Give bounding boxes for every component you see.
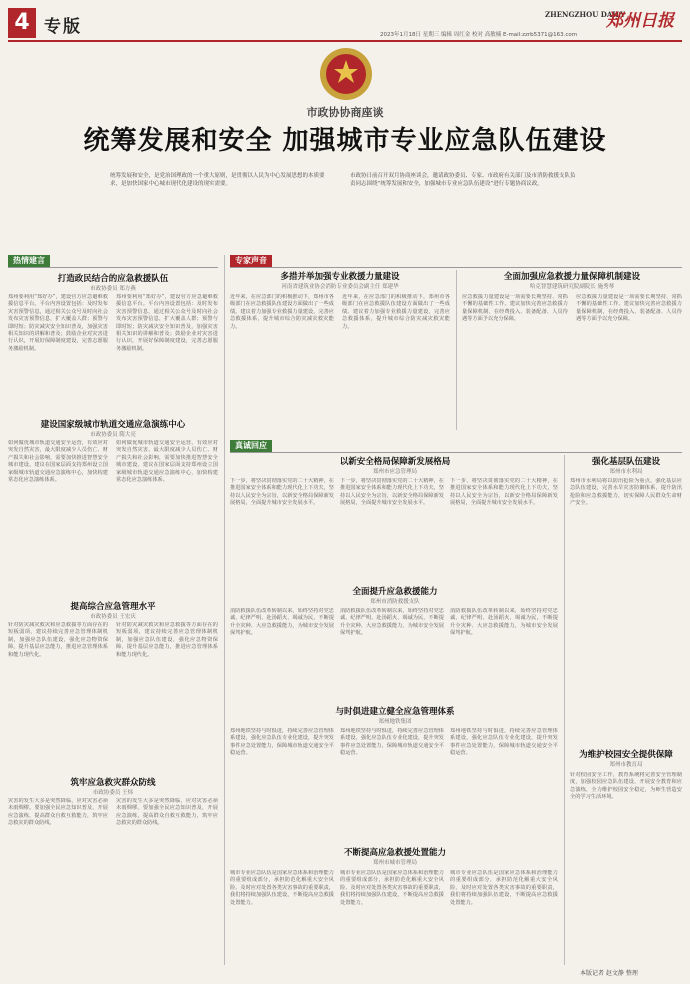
article-author: 郑州市水利局 (609, 469, 643, 475)
column-divider (456, 270, 457, 430)
article-title: 以新安全格局保障新发展格局 (339, 457, 451, 467)
article-body-cont: 下一步，将坚决贯彻落实党的二十大精神，在推进国家安全体系和能力现代化上下功夫，坚持以人民安全为宗旨，以新安全格局保障新发展格局，全面提升城市安全发展水平。 (340, 478, 444, 507)
section-label: 专版 (44, 17, 82, 37)
article-title: 打造政民结合的应急救援队伍 (57, 274, 169, 284)
page-number: 4 (8, 8, 36, 38)
article-body-cont: 消防救援队伍改革转制以来，始终坚持对党忠诚、纪律严明、赴汤蹈火、竭诚为民，不断提升全灾种、大应急救援能力，为城市安全发展保驾护航。 (340, 608, 444, 637)
article-body: 如何做优城市轨道交通安全运营，有效应对突发自然灾害，最大限度减少人员伤亡、财产损失和社会影响，需要加快推进智慧安全城市建设。建议在国家层面支持郑州设立国家级城市轨道交通应急演练中心，加快构建常态化应急演练体系。 (8, 440, 108, 484)
article-author: 郑州市消防救援支队 (370, 599, 420, 605)
article-author: 郑州市教育局 (609, 762, 643, 768)
article-body-cont: 郑州要利用“郑好办”，建设官方应急避难救援信息平台。平台内容设置包括：及时发布灾害预警信息，通过相关公众号及时向社会发布灾害预警信息，扩大覆盖人群；预警与即时短；防灾减灾安全知识普及，加强灾害相关知识的讲解和普及；鼓励企业对灾害进行认识，开展好保障制度建设，完善志愿服务激励机制。 (116, 294, 218, 352)
article-body: 下一步，将坚决贯彻落实党的二十大精神，在推进国家安全体系和能力现代化上下功夫，坚持以人民安全为宗旨，以新安全格局保障新发展格局，全面提升城市安全发展水平。 (230, 478, 334, 507)
article-body: 近年来，在应急部门的积极推动下，郑州市各级部门在应急救援队伍建设方面做出了一些成绩。建议着力加强专业救援力量建设，完善应急救援体系，提升城市综合防灾减灾救灾能力。 (230, 294, 334, 330)
article-author: 市政协委员 王炜 (92, 790, 134, 796)
article-body-cont: 近年来，在应急部门的积极推动下，郑州市各级部门在应急救援队伍建设方面做出了一些成绩。建议着力加强专业救援力量建设，完善应急救援体系，提升城市综合防灾减灾救灾能力。 (342, 294, 450, 330)
article-body: 郑州地铁坚持与时俱进，持续完善应急管理体系建设，强化应急队伍专业化建设，提升突发事件应急处置能力，保障城市轨道交通安全平稳运营。 (230, 728, 334, 757)
article-body-cont: 城市专业应急队伍是国家应急体系和治理能力的重要组成部分，承担防范化解重大安全风险、及时应对处置各类灾害事故的重要职责，我们将持续加强队伍建设，不断提高应急救援处置能力。 (450, 870, 558, 906)
article-author: 哈克智慧建筑研究院副院长 施秀琴 (529, 284, 615, 290)
section-tag-responses: 真诚回应 (230, 440, 272, 452)
article-title: 为维护校园安全提供保障 (579, 750, 673, 760)
article-title: 强化基层队伍建设 (591, 457, 660, 467)
article-body-cont: 下一步，将坚决贯彻落实党的二十大精神，在推进国家安全体系和能力现代化上下功夫，坚持以人民安全为宗旨，以新安全格局保障新发展格局，全面提升城市安全发展水平。 (450, 478, 558, 507)
article-body: 郑州要利用“郑好办”，建设官方应急避难救援信息平台。平台内容设置包括：及时发布灾害预警信息，通过相关公众号及时向社会发布灾害预警信息，扩大覆盖人群；预警与即时短；防灾减灾安全知识普及，加强灾害相关知识的讲解和普及；鼓励企业对灾害进行认识，开展好保障制度建设，完善志愿服务激励机制。 (8, 294, 108, 352)
masthead-rule (8, 40, 682, 42)
article-body-cont: 消防救援队伍改革转制以来，始终坚持对党忠诚、纪律严明、赴汤蹈火、竭诚为民，不断提升全灾种、大应急救援能力，为城市安全发展保驾护航。 (450, 608, 558, 637)
article-body: 针对校园安全工作，教育系统将完善安全管理制度，加强校园应急队伍建设，开展安全教育和应急演练，全力维护校园安全稳定，为师生营造安全的学习生活环境。 (570, 772, 682, 801)
article-body: 消防救援队伍改革转制以来，始终坚持对党忠诚、纪律严明、赴汤蹈火、竭诚为民，不断提升全灾种、大应急救援能力，为城市安全发展保驾护航。 (230, 608, 334, 637)
article-title: 不断提高应急救援处置能力 (343, 848, 446, 858)
footer-credit: 本版记者 赵文静 整理 (580, 970, 638, 977)
article-body-cont: 郑州地铁坚持与时俱进，持续完善应急管理体系建设，强化应急队伍专业化建设，提升突发事件应急处置能力，保障城市轨道交通安全平稳运营。 (340, 728, 444, 757)
paper-english-name: ZHENGZHOU DAILY (545, 10, 626, 19)
section-rule (230, 267, 682, 268)
article-title: 提高综合应急管理水平 (70, 602, 156, 612)
article-author: 市政协委员 王宏庆 (90, 614, 136, 620)
cppcc-emblem-icon (318, 46, 374, 102)
kicker: 市政协协商座谈 (306, 106, 384, 119)
article-body: 郑州市水利局将以防汛抢险为重点，强化基层应急队伍建设，完善水旱灾害防御体系，提升防汛抢险和应急救援能力，切实保障人民群众生命财产安全。 (570, 478, 682, 507)
section-rule (8, 267, 218, 268)
article-title: 与时俱进建立健全应急管理体系 (335, 707, 455, 717)
intro-left: 统筹发展和安全，是党治国理政的一个重大原则，是贯彻以人民为中心发展思想的本质要求，是加快国家中心城市现代化建设的现实需要。 (110, 173, 325, 187)
section-tag-left: 热情建言 (8, 255, 50, 267)
intro-right: 市政协日前召开双月协商座谈会，邀请政协委员、专家、市政府有关部门及市消防救援支队负责同志围绕“统筹发展和安全，加强城市专业应急队伍建设”进行专题协商议政。 (350, 173, 576, 187)
column-divider (564, 455, 565, 965)
article-author: 河南省建筑业协会消防专业委员会副主任 郑建华 (281, 284, 399, 290)
article-title: 筑牢应急救灾群众防线 (70, 778, 156, 788)
article-body: 应急救援力量建设是一项需要长期坚持、常抓不懈的基础性工作。建议加快完善应急救援力量保障机制，在经费投入、装备配备、人员待遇等方面予以充分保障。 (462, 294, 568, 323)
column-divider (224, 255, 225, 965)
article-title: 多措并举加强专业救援力量建设 (280, 272, 400, 282)
article-body-cont: 城市专业应急队伍是国家应急体系和治理能力的重要组成部分，承担防范化解重大安全风险、及时应对处置各类灾害事故的重要职责，我们将持续加强队伍建设，不断提高应急救援处置能力。 (340, 870, 444, 906)
article-body-cont: 如何做优城市轨道交通安全运营，有效应对突发自然灾害，最大限度减少人员伤亡、财产损失和社会影响，需要加快推进智慧安全城市建设。建议在国家层面支持郑州设立国家级城市轨道交通应急演练中心，加快构建常态化应急演练体系。 (116, 440, 218, 484)
article-author: 市政协委员 郑方燕 (90, 286, 136, 292)
article-author: 市政协委员 隋大亮 (90, 432, 136, 438)
article-body-cont: 针对防灾减灾救灾和应急救援等方面存在的短板弱项，建议持续完善应急管理体制机制，加强应急队伍建设，强化应急物资保障，提升基层应急能力，推进应急管理体系和能力现代化。 (116, 622, 218, 658)
issue-info: 2023年1月18日 星期三 编辑 周红金 校对 高敏楠 E-mail:zzrb5371@163.com (380, 32, 578, 38)
paper-logo: 郑州日报 (606, 11, 674, 31)
article-body: 城市专业应急队伍是国家应急体系和治理能力的重要组成部分，承担防范化解重大安全风险、及时应对处置各类灾害事故的重要职责，我们将持续加强队伍建设，不断提高应急救援处置能力。 (230, 870, 334, 906)
article-body-cont: 应急救援力量建设是一项需要长期坚持、常抓不懈的基础性工作。建议加快完善应急救援力量保障机制，在经费投入、装备配备、人员待遇等方面予以充分保障。 (576, 294, 682, 323)
article-body-cont: 郑州地铁坚持与时俱进，持续完善应急管理体系建设，强化应急队伍专业化建设，提升突发事件应急处置能力，保障城市轨道交通安全平稳运营。 (450, 728, 558, 757)
article-author: 郑州地铁集团 (378, 719, 412, 725)
section-tag-experts: 专家声音 (230, 255, 272, 267)
article-body: 灾害的发生大多是突然降临，应对灾害必须未雨绸缪。要加强全民应急知识普及，开展应急演练，提高群众自救互救能力，筑牢应急救灾的群众防线。 (8, 798, 108, 827)
article-title: 建设国家级城市轨道交通应急演练中心 (40, 420, 186, 430)
article-title: 全面加强应急救援力量保障机制建设 (503, 272, 640, 282)
article-body: 针对防灾减灾救灾和应急救援等方面存在的短板弱项，建议持续完善应急管理体制机制，加强应急队伍建设，强化应急物资保障，提升基层应急能力，推进应急管理体系和能力现代化。 (8, 622, 108, 658)
article-body-cont: 灾害的发生大多是突然降临，应对灾害必须未雨绸缪。要加强全民应急知识普及，开展应急演练，提高群众自救互救能力，筑牢应急救灾的群众防线。 (116, 798, 218, 827)
article-author: 郑州市应急管理局 (372, 469, 417, 475)
page-title: 统筹发展和安全 加强城市专业应急队伍建设 (83, 126, 607, 156)
section-rule (230, 452, 682, 453)
article-author: 郑州市城市管理局 (372, 860, 417, 866)
article-title: 全面提升应急救援能力 (352, 587, 438, 597)
